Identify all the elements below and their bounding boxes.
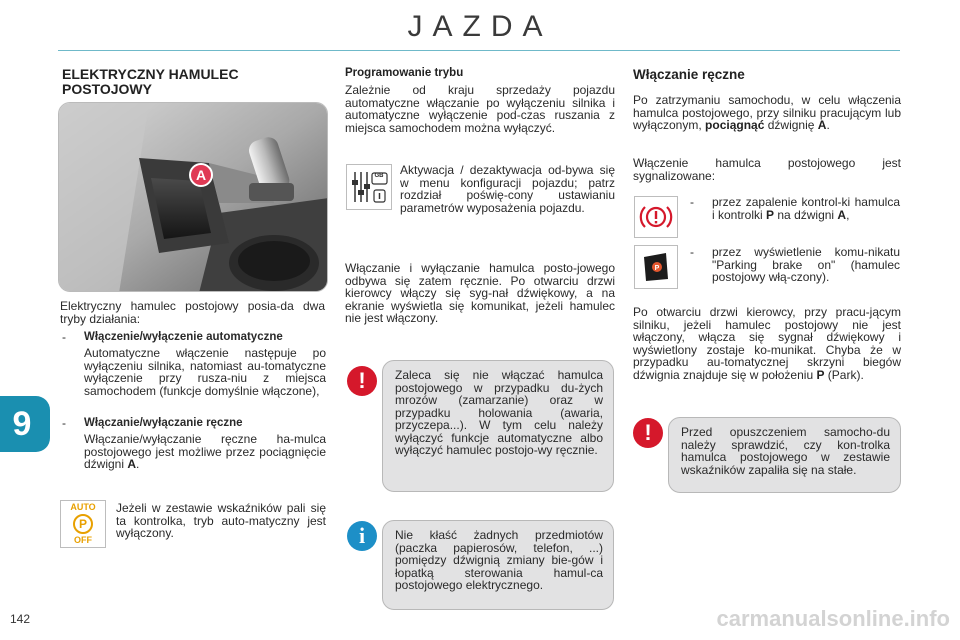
programming-heading: Programowanie trybu (345, 67, 464, 79)
mode-auto-text: Automatyczne włączenie następuje po wyłączeniu silnika, natomiast au-tomatyczne wyłączenie przy rusza-niu z miejsca samochodem (funkcje domyślnie włączone), (84, 346, 326, 398)
list-dash: - (690, 195, 694, 209)
programming-text: Zależnie od kraju sprzedaży pojazdu automatyczne włączanie po wyłączeniu silnika i automatyczne wyłączenie pod-czas ruszania z miejsca samochodem można wyłączyć. (345, 83, 615, 135)
mode-manual-text-end: . (136, 457, 140, 471)
lever-label-a: A (837, 207, 847, 222)
cold-weather-warning-box (382, 360, 614, 492)
page-number: 142 (10, 612, 31, 626)
mode-manual-text (84, 433, 326, 471)
signal-intro-text: Włączenie hamulca postojowego jest sygnalizowane: (633, 156, 901, 183)
lever-word: dźwignię (764, 118, 818, 132)
pull-instruction: pociągnąć (705, 118, 765, 132)
list-dash: - (690, 245, 694, 259)
bullet-message-text: przez wyświetlenie komu-nikatu "Parking brake on" (hamulec postojowy włą-czony). (712, 245, 900, 284)
mode-auto-title: Włączenie/wyłączenie automatyczne (84, 331, 283, 343)
warning-icon: ! (633, 418, 663, 448)
chapter-tab[interactable]: 9 (0, 396, 50, 452)
leaving-warning-text: Przed opuszczeniem samocho-du należy sprawdzić, czy kon-trolka hamulca postojowego w zestawie wskaźników zapaliła się na stałe. (681, 425, 890, 477)
text-end: . (826, 118, 830, 132)
auto-off-note: Jeżeli w zestawie wskaźników pali się ta kontrolka, tryb auto-matyczny jest wyłączony. (116, 501, 326, 540)
info-text: Nie kłaść żadnych przedmiotów (paczka papierosów, telefon, ...) pomiędzy dźwignią zmiany bie-gów i łopatką sterowania hamul-ca postojowego elektrycznego. (395, 528, 603, 592)
brake-warning-lamp-icon (634, 196, 678, 238)
lever-label-a: A (127, 457, 137, 471)
config-icon-label: GB (374, 173, 384, 179)
p-label: P (766, 207, 775, 222)
auto-icon-top: AUTO (70, 502, 96, 512)
leaving-warning-box (668, 417, 901, 493)
auto-off-warning-icon (60, 500, 106, 548)
lever-indicator-icon (634, 245, 678, 289)
warning-icon: ! (347, 366, 377, 396)
watermark: carmanualsonline.info (716, 606, 950, 631)
brake-lever-illustration (59, 103, 328, 292)
lever-label-a: A (817, 118, 827, 132)
bullet-lamp-text (712, 196, 900, 221)
svg-text:P: P (654, 265, 660, 272)
mode-manual-text-main: Włączanie/wyłączanie ręczne ha-mulca postojowego jest możliwe przez pociągnięcie dźwigni (84, 432, 326, 471)
parking-p-icon: P (73, 514, 93, 534)
title-divider (58, 50, 900, 51)
callout-a-badge: A (189, 163, 213, 187)
manual-activation-heading: Włączanie ręczne (633, 67, 745, 82)
door-open-main: Po otwarciu drzwi kierowcy, przy pracu-jącym silniku, jeżeli hamulec postojowy nie jest włączony, włącza się sygnał dźwiękowy i wyświetlony zostaje ko-munikat. Chyba że w przypadku au-tomatycznej skrzyni biegów dźwignia znajduje się w położeniu (633, 305, 901, 382)
info-box (382, 520, 614, 610)
brake-lever-photo (58, 102, 328, 292)
info-icon: i (347, 521, 377, 551)
park-word: (Park). (824, 367, 864, 382)
manual-mode-text: Włączanie i wyłączanie hamulca posto-jowego odbywa się zatem ręcznie. Po otwarciu drzwi kierowcy włączy się syg-nał dźwiękowy, a na ekranie wyświetla się komunikat, jeżeli hamulec nie jest włączony. (345, 261, 615, 325)
parking-lever-icon (638, 249, 674, 285)
p-label: P (816, 367, 825, 382)
bullet-lamp-lever: na dźwigni (774, 207, 838, 222)
bullet-lamp-main: przez zapalenie kontrol-ki hamulca i kontrolki (712, 195, 900, 222)
manual-activation-text (633, 94, 901, 132)
mode-manual-title: Włączanie/wyłączanie ręczne (84, 417, 243, 429)
config-text: Aktywacja / dezaktywacja od-bywa się w menu konfiguracji pojazdu; patrz rozdział poświę-cony ustawianiu parametrów wyposażenia pojazdu. (400, 163, 615, 215)
list-dash: - (62, 330, 66, 344)
brake-circle-icon (639, 202, 673, 232)
config-menu-icon (346, 164, 392, 210)
cold-weather-warning-text: Zaleca się nie włączać hamulca postojowego w przypadku du-żych mrozów (zamarzanie) oraz w przypadku holowania (awaria, przyczepa...). W tym celu należy wyłączyć funkcje automatyczne albo wyłączyć hamulec postojo-wy ręcznie. (395, 368, 603, 457)
page-title: JAZDA (407, 10, 553, 43)
list-dash: - (62, 416, 66, 430)
manual-activation-main: Po zatrzymaniu samochodu, w celu włączenia hamulca postojowego, przy silniku pracującym lub wyłączonym, (633, 93, 901, 132)
text-end: , (846, 207, 850, 222)
section-heading-electric-brake: ELEKTRYCZNY HAMULEC POSTOJOWY (62, 66, 239, 97)
door-open-text (633, 306, 901, 381)
intro-text: Elektryczny hamulec postojowy posia-da dwa tryby działania: (60, 299, 325, 326)
auto-icon-bottom: OFF (74, 535, 92, 545)
